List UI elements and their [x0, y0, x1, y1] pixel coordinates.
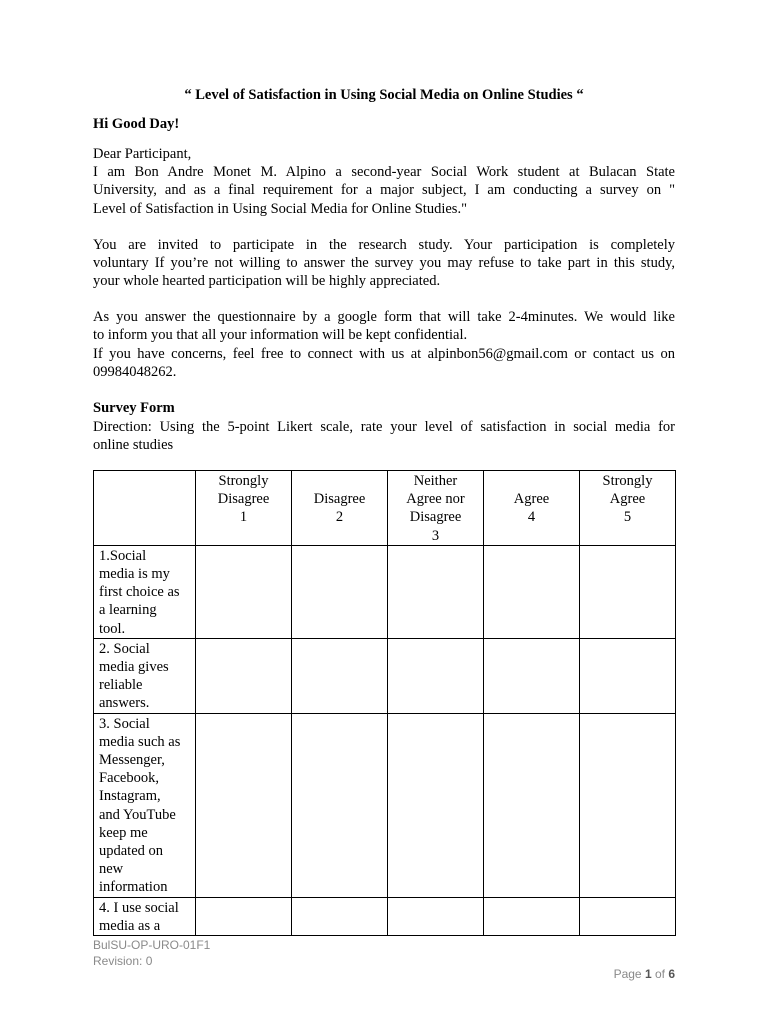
intro-paragraph — [93, 145, 675, 218]
rating-cell — [196, 545, 292, 638]
table-row — [94, 897, 676, 935]
item-line: Instagram, — [99, 788, 161, 805]
rating-cell — [580, 638, 676, 713]
rating-cell — [580, 545, 676, 638]
item-line: 1.Social — [99, 547, 147, 564]
invite-line: voluntary If you’re not willing to answer the survey you may refuse to take part in this study, — [93, 255, 675, 272]
direction-line: online studies — [93, 437, 174, 454]
item-line: 4. I use social — [99, 899, 179, 916]
table-row — [94, 638, 676, 713]
item-line: media as a — [99, 917, 161, 934]
header-line: 5 — [623, 509, 632, 526]
rating-cell — [484, 713, 580, 897]
table-row — [94, 713, 676, 897]
header-line: 4 — [527, 509, 536, 526]
rating-cell — [484, 897, 580, 935]
rating-cell — [388, 638, 484, 713]
header-strongly-agree — [580, 471, 676, 546]
item-line: first choice as — [99, 584, 180, 601]
likert-table — [93, 470, 676, 936]
intro-line: University, and as a final requirement for a major subject, I am conducting a survey on " — [93, 182, 675, 199]
header-line — [297, 472, 382, 490]
item-line: Facebook, — [99, 770, 159, 787]
table-header-row — [94, 471, 676, 546]
item-line: media gives — [99, 659, 169, 676]
rating-cell — [388, 713, 484, 897]
item-line: answers. — [99, 695, 150, 712]
footer-form-code — [93, 938, 210, 969]
invite-line: your whole hearted participation will be highly appreciated. — [93, 273, 441, 290]
rating-cell — [580, 897, 676, 935]
item-line: 2. Social — [99, 640, 150, 657]
header-strongly-disagree — [196, 471, 292, 546]
item-line: new — [99, 861, 124, 878]
page-current: 1 — [644, 967, 652, 981]
item-line: keep me — [99, 824, 148, 841]
rating-cell — [292, 713, 388, 897]
item-line: media such as — [99, 733, 181, 750]
table-row — [94, 545, 676, 638]
rating-cell — [196, 897, 292, 935]
item-line: Messenger, — [99, 752, 165, 769]
header-line — [489, 472, 574, 490]
header-line: 3 — [431, 527, 440, 544]
invite-line: You are invited to participate in the research study. Your participation is completely — [93, 237, 675, 253]
item-cell — [94, 545, 196, 638]
item-line: information — [99, 879, 168, 896]
contact-paragraph — [93, 345, 675, 381]
form-code: BulSU-OP-URO-01F1 — [93, 938, 211, 952]
header-disagree — [292, 471, 388, 546]
header-line: Strongly — [602, 473, 653, 489]
page-of: of — [651, 967, 669, 981]
document-title: “ Level of Satisfaction in Using Social Media on Online Studies “ — [184, 87, 584, 103]
header-line: Disagree — [313, 491, 366, 508]
header-line: Neither — [413, 473, 458, 489]
rating-cell — [292, 897, 388, 935]
contact-line: If you have concerns, feel free to connect with us at alpinbon56@gmail.com or contact us on — [93, 346, 675, 362]
rating-cell — [484, 545, 580, 638]
info-paragraph — [93, 308, 675, 344]
direction-paragraph — [93, 418, 675, 454]
header-line: 1 — [239, 509, 248, 526]
rating-cell — [388, 545, 484, 638]
invite-paragraph — [93, 236, 675, 291]
rating-cell — [196, 638, 292, 713]
header-line: 2 — [335, 509, 344, 526]
item-line: 3. Social — [99, 715, 150, 732]
item-line: updated on — [99, 843, 164, 860]
rating-cell — [196, 713, 292, 897]
info-line: to inform you that all your information will be kept confidential. — [93, 327, 468, 344]
item-cell — [94, 713, 196, 897]
rating-cell — [484, 638, 580, 713]
header-empty-cell — [94, 471, 196, 546]
item-line: tool. — [99, 620, 126, 637]
header-line: Disagree — [217, 491, 270, 508]
item-line: a learning — [99, 602, 157, 619]
rating-cell — [388, 897, 484, 935]
revision-label: Revision: 0 — [93, 953, 153, 968]
header-line: Agree nor — [406, 491, 465, 508]
rating-cell — [292, 545, 388, 638]
item-line: reliable — [99, 677, 143, 694]
intro-line: I am Bon Andre Monet M. Alpino a second-year Social Work student at Bulacan State — [93, 164, 675, 181]
salutation: Dear Participant, — [93, 146, 192, 162]
page-total: 6 — [668, 967, 675, 981]
page-prefix: Page — [613, 967, 645, 981]
header-agree — [484, 471, 580, 546]
header-line: Agree — [609, 491, 646, 508]
item-cell — [94, 897, 196, 935]
rating-cell — [292, 638, 388, 713]
greeting: Hi Good Day! — [93, 116, 180, 132]
info-line: As you answer the questionnaire by a google form that will take 2-4minutes. We would like — [93, 309, 675, 325]
survey-heading: Survey Form — [93, 400, 175, 416]
page-number — [614, 965, 675, 983]
direction-line: Direction: Using the 5-point Likert scale, rate your level of satisfaction in social media for — [93, 419, 675, 435]
item-cell — [94, 638, 196, 713]
rating-cell — [580, 713, 676, 897]
header-neither — [388, 471, 484, 546]
header-line: Strongly — [218, 473, 269, 489]
intro-line: Level of Satisfaction in Using Social Media for Online Studies." — [93, 200, 467, 217]
item-line: media is my — [99, 566, 170, 583]
item-line: and YouTube — [99, 806, 176, 823]
contact-line: 09984048262. — [93, 364, 177, 381]
header-line: Agree — [513, 491, 550, 508]
header-line: Disagree — [409, 509, 462, 526]
